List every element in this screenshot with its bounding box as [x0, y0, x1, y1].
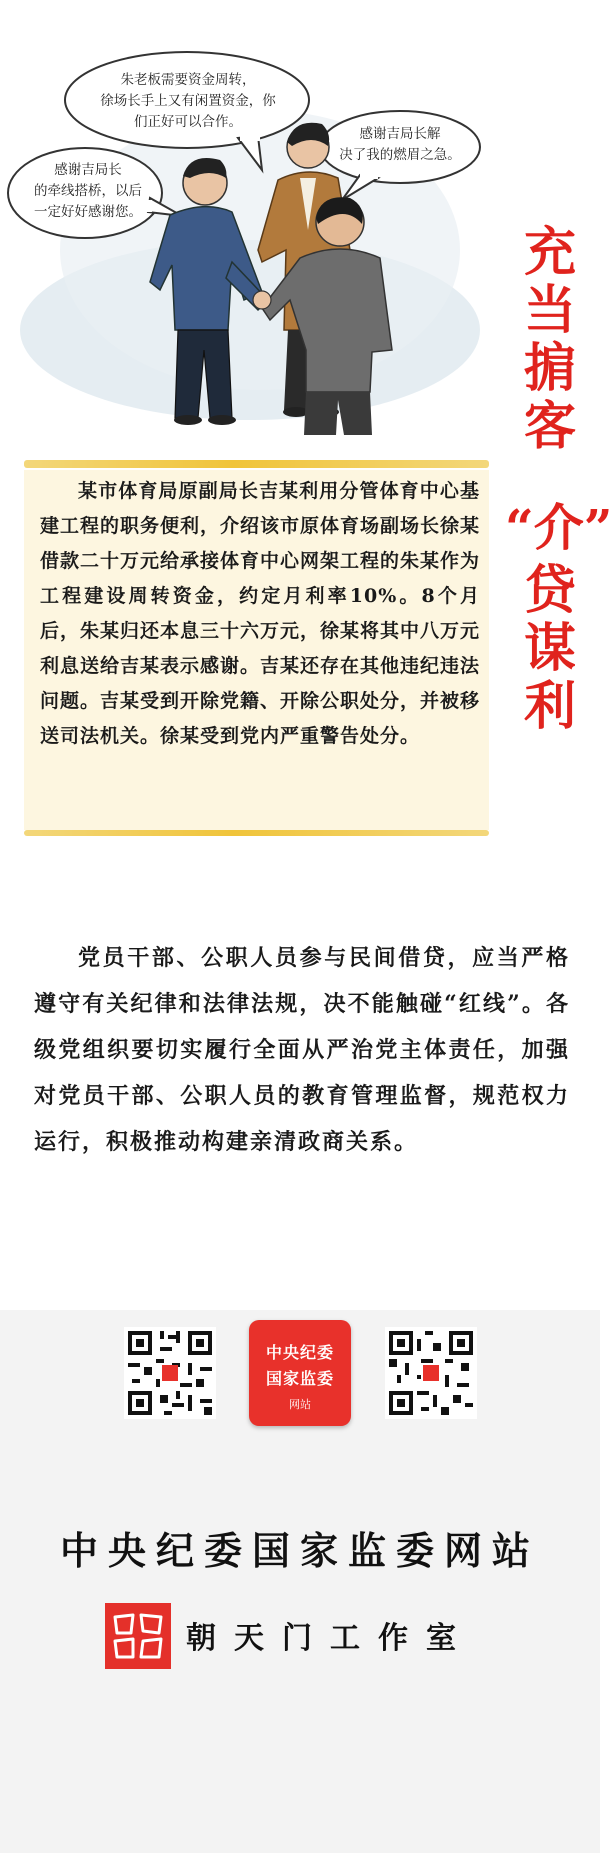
bubble-top-line-1: 朱老板需要资金周转， [120, 72, 256, 88]
qr-code-left[interactable] [124, 1327, 216, 1419]
bubble-top-line-3: 们正好可以合作。 [134, 114, 242, 130]
site-title: 中央纪委国家监委网站 [59, 1529, 540, 1573]
speech-bubble-right-text [325, 124, 475, 166]
handshake-hands [253, 291, 271, 309]
title-char-2: 当 [523, 280, 576, 341]
case-box-bottom-bar [24, 830, 489, 836]
bubble-left-line-2: 的牵线搭桥，以后 [34, 183, 142, 199]
badge-line-1: 中央纪委 [265, 1343, 334, 1362]
bubble-top-line-2: 徐场长手上又有闲置资金，你 [100, 93, 276, 109]
case-description-text: 某市体育局原副局长吉某利用分管体育中心基建工程的职务便利，介绍该市原体育场副场长徐某借款二十万元给承接体育中心网架工程的朱某作为工程建设周转资金，约定月利率10%。8个月后，朱某归还本息三十六万元，徐某将其中八万元利息送给吉某表示感谢。吉某还存在其他违纪违法问题。吉某受到开除党籍、开除公职处分，并被移送司法机关。徐某受到党内严重警告处分。 [40, 480, 481, 747]
studio-seal-logo [105, 1603, 171, 1669]
speech-bubble-left-text [18, 160, 158, 223]
bubble-left-line-3: 一定好好感谢您。 [34, 204, 142, 220]
title-char-5: “介” [505, 498, 613, 557]
qr-code-icon [385, 1327, 477, 1419]
badge-line-3: 网站 [289, 1398, 311, 1411]
qr-code-icon [124, 1327, 216, 1419]
seal-mark-icon [105, 1603, 171, 1669]
title-char-8: 利 [523, 676, 576, 737]
bubble-right-line-2: 决了我的燃眉之急。 [339, 147, 461, 163]
title-char-4: 客 [523, 396, 576, 457]
studio-name: 朝天门工作室 [186, 1621, 474, 1656]
title-char-6: 贷 [523, 560, 576, 621]
title-char-7: 谋 [523, 618, 576, 679]
bubble-right-line-1: 感谢吉局长解 [359, 126, 441, 142]
warning-paragraph: 党员干部、公职人员参与民间借贷，应当严格遵守有关纪律和法律法规，决不能触碰“红线”。各级党组织要切实履行全面从严治党主体责任，加强对党员干部、公职人员的教育管理监督，规范权力运行，积极推动构建亲清政商关系。 [34, 945, 570, 1155]
title-char-3: 掮 [523, 338, 576, 399]
case-box-top-bar [24, 460, 489, 468]
qr-code-right[interactable] [385, 1327, 477, 1419]
ccdi-logo-badge[interactable] [249, 1320, 351, 1426]
speech-bubble-top-text [72, 70, 304, 133]
bubble-left-line-1: 感谢吉局长 [54, 162, 122, 178]
comic-illustration [0, 0, 500, 440]
title-char-1: 充 [523, 222, 576, 283]
badge-line-2: 国家监委 [265, 1369, 334, 1388]
